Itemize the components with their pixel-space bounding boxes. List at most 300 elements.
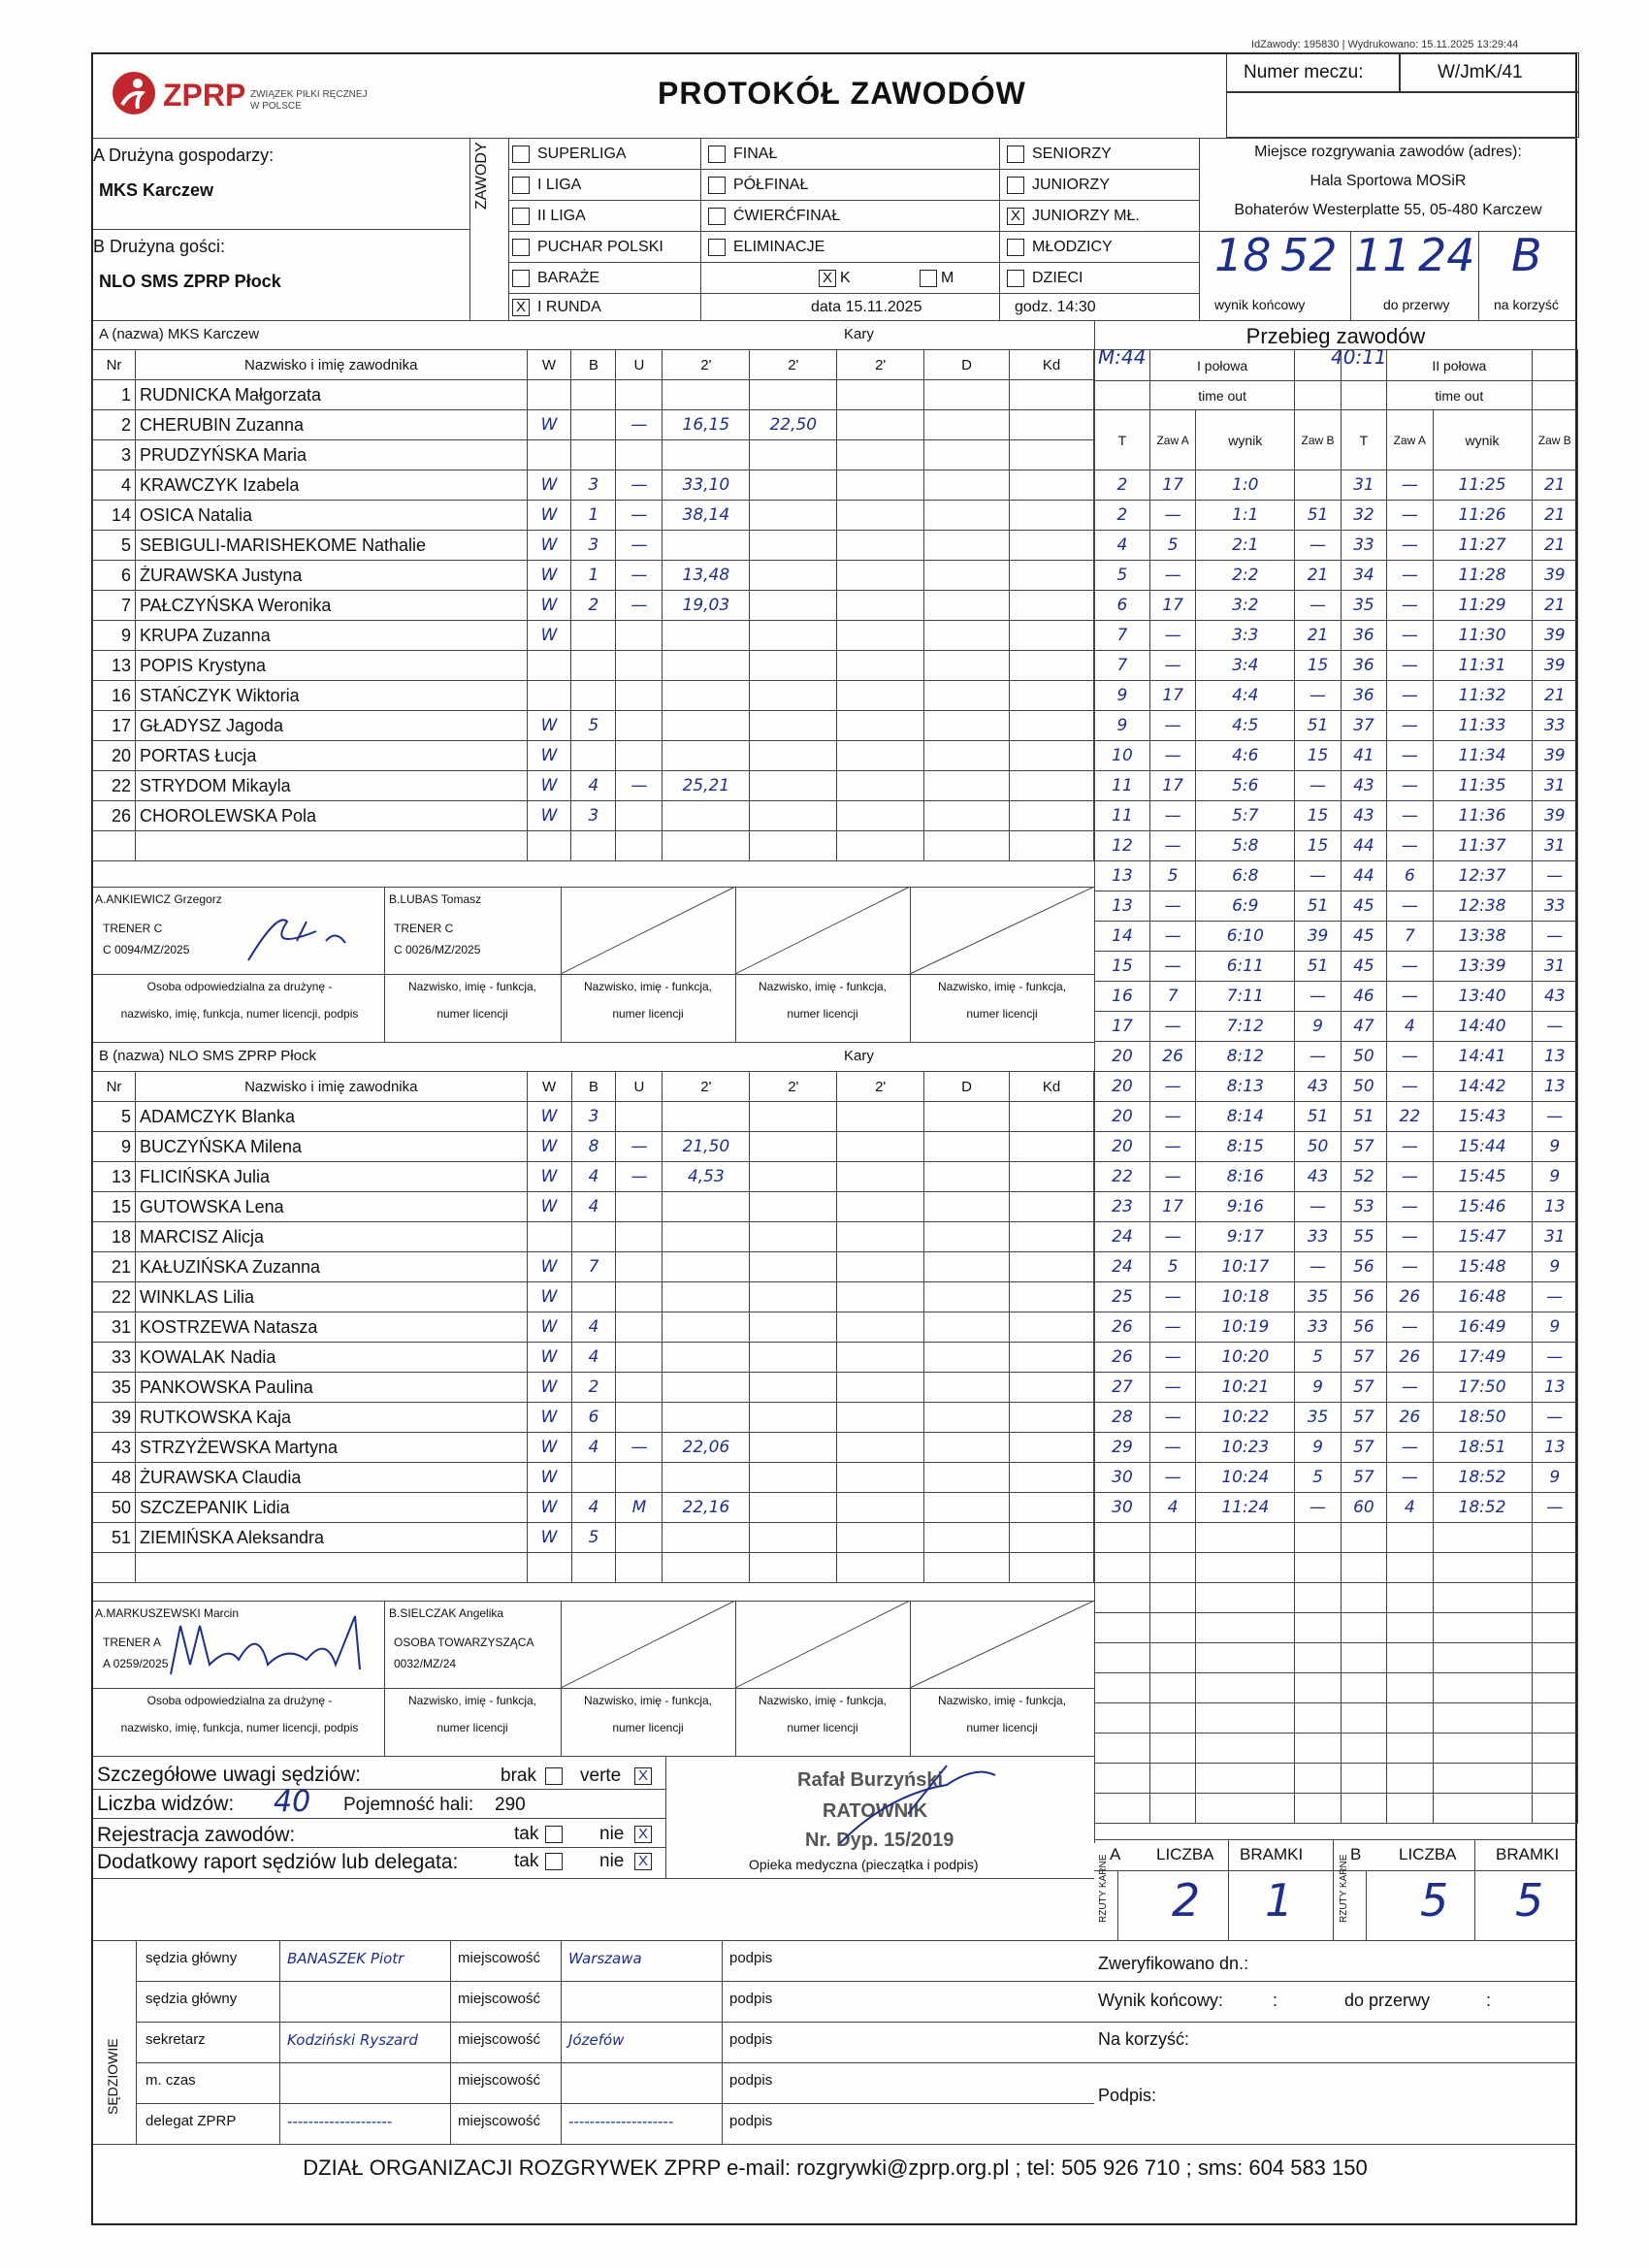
- player-b: [571, 1463, 616, 1493]
- first_half-a: [1149, 1523, 1195, 1553]
- player-kd: [1010, 681, 1094, 711]
- second_half-s: 11:33: [1433, 711, 1532, 741]
- remarks-label: Szczegółowe uwagi sędziów:: [97, 1764, 361, 1786]
- first_half-s: 5:8: [1196, 831, 1295, 861]
- first_half-b: 15: [1295, 651, 1341, 681]
- player-u: [616, 1312, 663, 1343]
- player-p1: 21,50: [663, 1132, 750, 1162]
- player-u: [616, 1192, 663, 1222]
- player-row: [93, 1192, 1094, 1222]
- empty-cell: [1010, 1553, 1094, 1583]
- player-number: 5: [93, 531, 136, 561]
- second_half-t: 45: [1341, 891, 1386, 922]
- first_half-s: 8:13: [1196, 1072, 1295, 1102]
- player-p1: [663, 1312, 750, 1343]
- other-caption-5: Nazwisko, imię - funkcja,: [758, 980, 888, 993]
- youth-label: MŁODZICY: [1032, 239, 1113, 255]
- progress-table: [1094, 349, 1578, 1824]
- first_half-s: [1196, 1523, 1295, 1553]
- second_half-t: 56: [1341, 1282, 1386, 1312]
- juniors-checkbox[interactable]: [1007, 177, 1024, 194]
- first_half-b: 15: [1295, 831, 1341, 861]
- first_half-b: 51: [1295, 952, 1341, 982]
- second_half-a: —: [1387, 561, 1433, 591]
- second_half-t: 45: [1341, 922, 1386, 952]
- referee-city: Warszawa: [568, 1950, 642, 1967]
- progress-row: [1095, 1012, 1578, 1042]
- second_half-a: —: [1387, 681, 1433, 711]
- first_half-t: 9: [1095, 681, 1150, 711]
- i-liga-checkbox[interactable]: [512, 177, 530, 194]
- player-kd: [1010, 1102, 1094, 1132]
- half-score-label: do przerwy: [1383, 297, 1450, 312]
- player-number: 14: [93, 501, 136, 531]
- player-name: MARCISZ Alicja: [135, 1222, 527, 1252]
- first_half-t: 2: [1095, 501, 1150, 531]
- player-p3: [837, 1373, 924, 1403]
- col-w: W: [527, 350, 571, 380]
- second_half-b: [1532, 1764, 1577, 1794]
- player-kd: [1010, 771, 1094, 801]
- player-b: 3: [571, 801, 616, 831]
- spectators-count: 40: [274, 1785, 311, 1819]
- second_half-a: —: [1387, 711, 1433, 741]
- second_half-b: 13: [1532, 1072, 1577, 1102]
- second_half-s: 18:51: [1433, 1433, 1532, 1463]
- player-p3: [837, 410, 924, 440]
- superliga-checkbox[interactable]: [512, 146, 530, 163]
- player-p3: [837, 1523, 924, 1553]
- player-d: [924, 1433, 1010, 1463]
- second_half-b: —: [1532, 861, 1577, 891]
- player-kd: [1010, 651, 1094, 681]
- progress-row: [1095, 1613, 1578, 1643]
- player-u: —: [616, 771, 663, 801]
- first_half-t: 20: [1095, 1072, 1150, 1102]
- second_half-s: 11:36: [1433, 801, 1532, 831]
- second_half-t: [1341, 1613, 1386, 1643]
- player-number: 13: [93, 1162, 136, 1192]
- second_half-b: —: [1532, 922, 1577, 952]
- progress-row: [1095, 1703, 1578, 1733]
- first_half-b: [1295, 1673, 1341, 1703]
- first_half-b: 21: [1295, 561, 1341, 591]
- player-d: [924, 1523, 1010, 1553]
- match-number-label: Numer meczu:: [1244, 62, 1364, 82]
- first_half-a: —: [1149, 501, 1195, 531]
- first_half-t: 26: [1095, 1343, 1150, 1373]
- player-p2: [750, 1433, 837, 1463]
- second_half-t: 31: [1341, 470, 1386, 501]
- progress-row: [1095, 681, 1578, 711]
- player-p3: [837, 501, 924, 531]
- player-kd: [1010, 1343, 1094, 1373]
- junior-youth-checkbox[interactable]: X: [1007, 208, 1024, 225]
- remarks-none-checkbox[interactable]: [545, 1767, 563, 1785]
- first_half-b: 9: [1295, 1433, 1341, 1463]
- player-p3: [837, 1252, 924, 1282]
- youth-checkbox[interactable]: [1007, 239, 1024, 256]
- quarterfinal-checkbox[interactable]: [708, 208, 726, 225]
- player-b: 6: [571, 1403, 616, 1433]
- first_half-a: —: [1149, 711, 1195, 741]
- official-caption-1: Osoba odpowiedzialna za drużynę -: [146, 1694, 333, 1707]
- i-runda-checkbox[interactable]: X: [512, 299, 530, 316]
- player-name: PRUDZYŃSKA Maria: [135, 440, 527, 470]
- extra-report-no-checkbox[interactable]: X: [634, 1853, 652, 1870]
- player-p2: [750, 1282, 837, 1312]
- player-p2: [750, 801, 837, 831]
- first_half-b: 50: [1295, 1132, 1341, 1162]
- player-d: [924, 501, 1010, 531]
- first_half-b: —: [1295, 771, 1341, 801]
- children-checkbox[interactable]: [1007, 270, 1024, 287]
- player-b: [571, 621, 616, 651]
- first_half-b: —: [1295, 1042, 1341, 1072]
- player-p2: [750, 1102, 837, 1132]
- player-b: 4: [571, 1343, 616, 1373]
- first_half-s: 4:6: [1196, 741, 1295, 771]
- player-w: W: [527, 1403, 571, 1433]
- progress-row: [1095, 1643, 1578, 1673]
- second_half-b: 21: [1532, 470, 1577, 501]
- player-p2: [750, 591, 837, 621]
- first_half-a: —: [1149, 1403, 1195, 1433]
- player-d: [924, 651, 1010, 681]
- player-p2: [750, 1403, 837, 1433]
- player-name: CHOROLEWSKA Pola: [135, 801, 527, 831]
- competition-grid: [508, 138, 1199, 320]
- second_half-a: [1387, 1733, 1433, 1764]
- first_half-b: 35: [1295, 1403, 1341, 1433]
- second_half-b: —: [1532, 1282, 1577, 1312]
- first_half-s: [1196, 1794, 1295, 1824]
- second_half-s: 15:44: [1433, 1132, 1532, 1162]
- official-a-signature: [161, 1606, 384, 1684]
- player-w: W: [527, 621, 571, 651]
- extra-report-yes-checkbox[interactable]: [545, 1853, 563, 1870]
- player-number: 15: [93, 1192, 136, 1222]
- player-b: 4: [571, 1312, 616, 1343]
- first_half-t: [1095, 1703, 1150, 1733]
- col-u: U: [616, 1072, 663, 1102]
- player-kd: [1010, 711, 1094, 741]
- progress-row: [1095, 801, 1578, 831]
- player-w: W: [527, 1343, 571, 1373]
- second_half-b: 31: [1532, 831, 1577, 861]
- player-p1: [663, 621, 750, 651]
- second_half-t: 36: [1341, 681, 1386, 711]
- player-p3: [837, 531, 924, 561]
- first_half-a: [1149, 1553, 1195, 1583]
- player-u: —: [616, 501, 663, 531]
- player-number: 33: [93, 1343, 136, 1373]
- gender-m-checkbox[interactable]: [920, 270, 937, 287]
- first_half-s: 6:11: [1196, 952, 1295, 982]
- baraze-checkbox[interactable]: [512, 270, 530, 287]
- semifinal-checkbox[interactable]: [708, 177, 726, 194]
- player-name: PORTAS Łucja: [135, 741, 527, 771]
- first_half-t: 16: [1095, 982, 1150, 1012]
- away-team-label: B Drużyna gości:: [93, 237, 226, 256]
- second_half-t: [1341, 1794, 1386, 1824]
- away-team-name: NLO SMS ZPRP Płock: [99, 272, 281, 291]
- second_half-s: 11:34: [1433, 741, 1532, 771]
- second_half-b: [1532, 1643, 1577, 1673]
- player-row: [93, 801, 1094, 831]
- first_half-t: 11: [1095, 801, 1150, 831]
- empty-cell: [571, 831, 616, 861]
- first_half-s: 2:2: [1196, 561, 1295, 591]
- second_half-t: 44: [1341, 831, 1386, 861]
- second_half-s: [1433, 1523, 1532, 1553]
- referee-role: delegat ZPRP: [146, 2113, 237, 2129]
- player-p1: [663, 1192, 750, 1222]
- second_half-s: 15:48: [1433, 1252, 1532, 1282]
- first_half-b: —: [1295, 681, 1341, 711]
- player-b: 5: [571, 1523, 616, 1553]
- player-name: CHERUBIN Zuzanna: [135, 410, 527, 440]
- first_half-s: 10:17: [1196, 1252, 1295, 1282]
- empty-cell: [924, 831, 1010, 861]
- col-2c: 2': [837, 1072, 924, 1102]
- player-row: [93, 1463, 1094, 1493]
- second_half-b: [1532, 1523, 1577, 1553]
- second_half-s: [1433, 1764, 1532, 1794]
- first_half-a: 5: [1149, 861, 1195, 891]
- second_half-t: 50: [1341, 1072, 1386, 1102]
- first_half-a: 5: [1149, 531, 1195, 561]
- penalties-b-count: 5: [1420, 1874, 1449, 1927]
- first_half-a: —: [1149, 1373, 1195, 1403]
- player-p2: [750, 711, 837, 741]
- col-b: B: [571, 1072, 616, 1102]
- second_half-s: 11:37: [1433, 831, 1532, 861]
- player-w: W: [527, 1132, 571, 1162]
- gender-k-checkbox[interactable]: X: [819, 270, 836, 287]
- second_half-s: [1433, 1733, 1532, 1764]
- registration-no-label: nie: [599, 1824, 625, 1844]
- second_half-a: —: [1387, 1312, 1433, 1343]
- player-d: [924, 1102, 1010, 1132]
- player-kd: [1010, 1312, 1094, 1343]
- first_half-s: 4:5: [1196, 711, 1295, 741]
- player-p3: [837, 1493, 924, 1523]
- player-p2: [750, 1132, 837, 1162]
- second_half-t: 46: [1341, 982, 1386, 1012]
- spectators-label: Liczba widzów:: [97, 1793, 235, 1815]
- second_half-t: 56: [1341, 1252, 1386, 1282]
- final-checkbox[interactable]: [708, 146, 726, 163]
- player-p1: 38,14: [663, 501, 750, 531]
- player-kd: [1010, 801, 1094, 831]
- ii-liga-checkbox[interactable]: [512, 208, 530, 225]
- first_half-b: 21: [1295, 621, 1341, 651]
- first_half-t: 13: [1095, 861, 1150, 891]
- empty-cell: [837, 1553, 924, 1583]
- team-b-officials: [93, 1601, 1094, 1756]
- first_half-t: 20: [1095, 1042, 1150, 1072]
- second_half-s: 13:40: [1433, 982, 1532, 1012]
- player-row: [93, 1433, 1094, 1463]
- second_half-a: —: [1387, 621, 1433, 651]
- registration-no-checkbox[interactable]: X: [634, 1826, 652, 1843]
- first_half-a: —: [1149, 1132, 1195, 1162]
- match-time: godz. 14:30: [1015, 299, 1096, 315]
- baraze-label: BARAŻE: [537, 270, 600, 286]
- player-name: GUTOWSKA Lena: [135, 1192, 527, 1222]
- first_half-t: 14: [1095, 922, 1150, 952]
- col-u: U: [616, 350, 663, 380]
- first_half-b: 35: [1295, 1282, 1341, 1312]
- player-number: 17: [93, 711, 136, 741]
- second_half-a: —: [1387, 1463, 1433, 1493]
- empty-cell: [750, 1553, 837, 1583]
- player-p3: [837, 561, 924, 591]
- first_half-s: 10:19: [1196, 1312, 1295, 1343]
- second_half-b: [1532, 1673, 1577, 1703]
- first_half-s: 10:23: [1196, 1433, 1295, 1463]
- player-p1: 33,10: [663, 470, 750, 501]
- player-row: [93, 1282, 1094, 1312]
- puchar-checkbox[interactable]: [512, 239, 530, 256]
- player-p1: [663, 1252, 750, 1282]
- remarks-verte-checkbox[interactable]: X: [634, 1767, 652, 1785]
- player-p3: [837, 1403, 924, 1433]
- progress-row: [1095, 861, 1578, 891]
- player-u: —: [616, 410, 663, 440]
- player-w: W: [527, 801, 571, 831]
- first_half-t: [1095, 1523, 1150, 1553]
- sign-label: podpis: [729, 2072, 773, 2089]
- registration-yes-label: tak: [514, 1824, 539, 1844]
- team-b-penalties-header: Kary: [844, 1048, 874, 1064]
- official-a-license: A 0259/2025: [103, 1657, 169, 1670]
- seniors-checkbox[interactable]: [1007, 146, 1024, 163]
- first_half-t: 20: [1095, 1102, 1150, 1132]
- player-p2: [750, 621, 837, 651]
- penalties-a-goals: 1: [1265, 1874, 1294, 1927]
- player-name: ADAMCZYK Blanka: [135, 1102, 527, 1132]
- second_half-b: —: [1532, 1343, 1577, 1373]
- first_half-b: [1295, 1643, 1341, 1673]
- player-p3: [837, 651, 924, 681]
- player-w: W: [527, 1433, 571, 1463]
- penalties-b-side-label: RZUTY KARNE: [1339, 1854, 1349, 1923]
- player-p3: [837, 1463, 924, 1493]
- second_half-b: 21: [1532, 681, 1577, 711]
- progress-row: [1095, 711, 1578, 741]
- second_half-a: 26: [1387, 1282, 1433, 1312]
- first_half-t: 28: [1095, 1403, 1150, 1433]
- half2-label: II połowa: [1387, 350, 1532, 381]
- player-w: W: [527, 1102, 571, 1132]
- player-p3: [837, 440, 924, 470]
- first_half-t: 4: [1095, 531, 1150, 561]
- eliminations-checkbox[interactable]: [708, 239, 726, 256]
- second_half-b: 13: [1532, 1373, 1577, 1403]
- home-team-name: MKS Karczew: [99, 180, 214, 200]
- player-p2: [750, 1373, 837, 1403]
- other-caption-2: numer licencji: [436, 1007, 508, 1021]
- team-b-header: B (nazwa) NLO SMS ZPRP Płock: [99, 1048, 316, 1064]
- second_half-a: [1387, 1794, 1433, 1824]
- player-p2: [750, 1162, 837, 1192]
- player-w: W: [527, 1252, 571, 1282]
- referee-row: [136, 2022, 1094, 2063]
- first_half-b: [1295, 1583, 1341, 1613]
- player-d: [924, 440, 1010, 470]
- player-d: [924, 1343, 1010, 1373]
- second_half-a: —: [1387, 501, 1433, 531]
- referee-name: BANASZEK Piotr: [287, 1950, 404, 1967]
- player-kd: [1010, 531, 1094, 561]
- second_half-a: 26: [1387, 1343, 1433, 1373]
- first_half-s: 11:24: [1196, 1493, 1295, 1523]
- empty-cell: [571, 1553, 616, 1583]
- first_half-a: [1149, 1703, 1195, 1733]
- second_half-a: 6: [1387, 861, 1433, 891]
- second_half-s: 16:48: [1433, 1282, 1532, 1312]
- second_half-a: [1387, 1643, 1433, 1673]
- half-score-away: 24: [1418, 229, 1475, 281]
- final-score-away: 52: [1280, 229, 1338, 281]
- player-b: [571, 440, 616, 470]
- player-w: W: [527, 531, 571, 561]
- player-p3: [837, 1343, 924, 1373]
- first_half-a: —: [1149, 561, 1195, 591]
- first_half-b: 33: [1295, 1312, 1341, 1343]
- first_half-t: 20: [1095, 1132, 1150, 1162]
- second_half-a: —: [1387, 741, 1433, 771]
- first_half-a: —: [1149, 1222, 1195, 1252]
- player-p1: 16,15: [663, 410, 750, 440]
- city-label: miejscowość: [458, 1991, 541, 2007]
- final-label: FINAŁ: [733, 146, 778, 162]
- official-caption-2: nazwisko, imię, funkcja, numer licencji, podpis: [120, 1721, 359, 1734]
- referee-city: --------------------: [568, 2113, 674, 2130]
- other-caption-3: Nazwisko, imię - funkcja,: [583, 980, 713, 993]
- remarks-verte-label: verte: [580, 1766, 622, 1786]
- player-p3: [837, 1102, 924, 1132]
- player-p1: [663, 531, 750, 561]
- second_half-s: 16:49: [1433, 1312, 1532, 1343]
- player-b: 3: [571, 470, 616, 501]
- referee-name: --------------------: [287, 2113, 393, 2130]
- player-p2: [750, 651, 837, 681]
- progress-row: [1095, 591, 1578, 621]
- ii-liga-label: II LIGA: [537, 208, 586, 224]
- first_half-a: [1149, 1794, 1195, 1824]
- print-info: IdZawody: 195830 | Wydrukowano: 15.11.2025 13:29:44: [1251, 39, 1519, 50]
- player-kd: [1010, 1433, 1094, 1463]
- first_half-a: —: [1149, 741, 1195, 771]
- player-number: 9: [93, 1132, 136, 1162]
- registration-yes-checkbox[interactable]: [545, 1826, 563, 1843]
- player-d: [924, 470, 1010, 501]
- other-caption-4: numer licencji: [612, 1721, 684, 1734]
- player-row: [93, 531, 1094, 561]
- first_half-t: 9: [1095, 711, 1150, 741]
- first_half-b: [1295, 1613, 1341, 1643]
- match-protocol: [91, 52, 1577, 2225]
- penalties-a-goals-label: BRAMKI: [1240, 1845, 1304, 1863]
- gender-m-label: M: [941, 270, 954, 286]
- progress-row: [1095, 1463, 1578, 1493]
- player-name: POPIS Krystyna: [135, 651, 527, 681]
- second_half-s: [1433, 1673, 1532, 1703]
- player-row: [93, 711, 1094, 741]
